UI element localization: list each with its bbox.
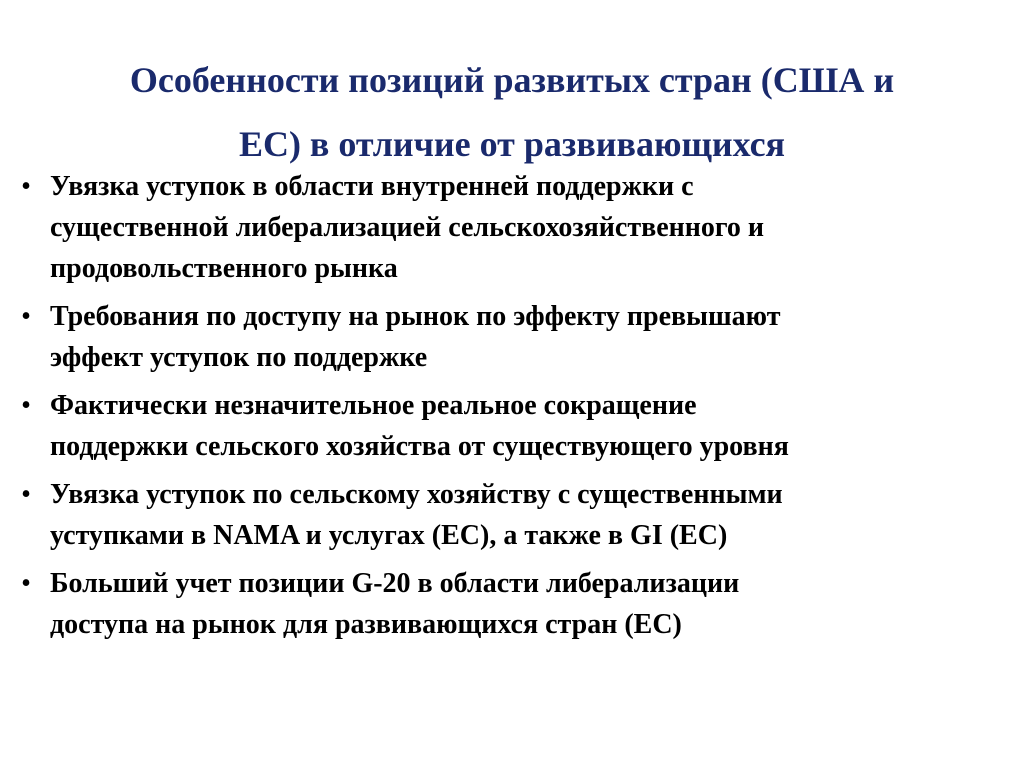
slide-title: [40, 48, 984, 176]
bullet-text-line: поддержки сельского хозяйства от существующего уровня: [50, 431, 789, 462]
bullet-dot-icon: •: [21, 568, 31, 599]
bullet-dot-icon: •: [21, 301, 31, 332]
bullet-text-line: Увязка уступок по сельскому хозяйству с существенными: [50, 479, 783, 510]
bullet-text-line: Больший учет позиции G-20 в области либерализации: [50, 568, 740, 599]
bullet-list: [16, 166, 996, 652]
bullet-text-line: продовольственного рынка: [50, 253, 398, 284]
bullet-dot-icon: •: [21, 479, 31, 510]
bullet-text-line: эффект уступок по поддержке: [50, 342, 428, 373]
bullet-dot-icon: •: [21, 390, 31, 421]
bullet-text-line: существенной либерализацией сельскохозяйственного и: [50, 212, 765, 243]
bullet-item: [16, 166, 996, 289]
bullet-text-line: Требования по доступу на рынок по эффекту превышают: [50, 301, 781, 332]
bullet-item: [16, 385, 996, 467]
bullet-text-line: доступа на рынок для развивающихся стран (ЕС): [50, 609, 682, 640]
title-line: Особенности позиций развитых стран (США и: [129, 60, 895, 100]
bullet-dot-icon: •: [21, 171, 31, 202]
bullet-item: [16, 296, 996, 378]
bullet-text-line: уступками в NAMA и услугах (ЕС), а также в GI (ЕС): [50, 520, 728, 551]
bullet-text-line: Фактически незначительное реальное сокращение: [50, 390, 697, 421]
bullet-text-line: Увязка уступок в области внутренней поддержки с: [50, 171, 694, 202]
title-line: ЕС) в отличие от развивающихся: [238, 124, 786, 164]
bullet-item: [16, 474, 996, 556]
bullet-item: [16, 563, 996, 645]
